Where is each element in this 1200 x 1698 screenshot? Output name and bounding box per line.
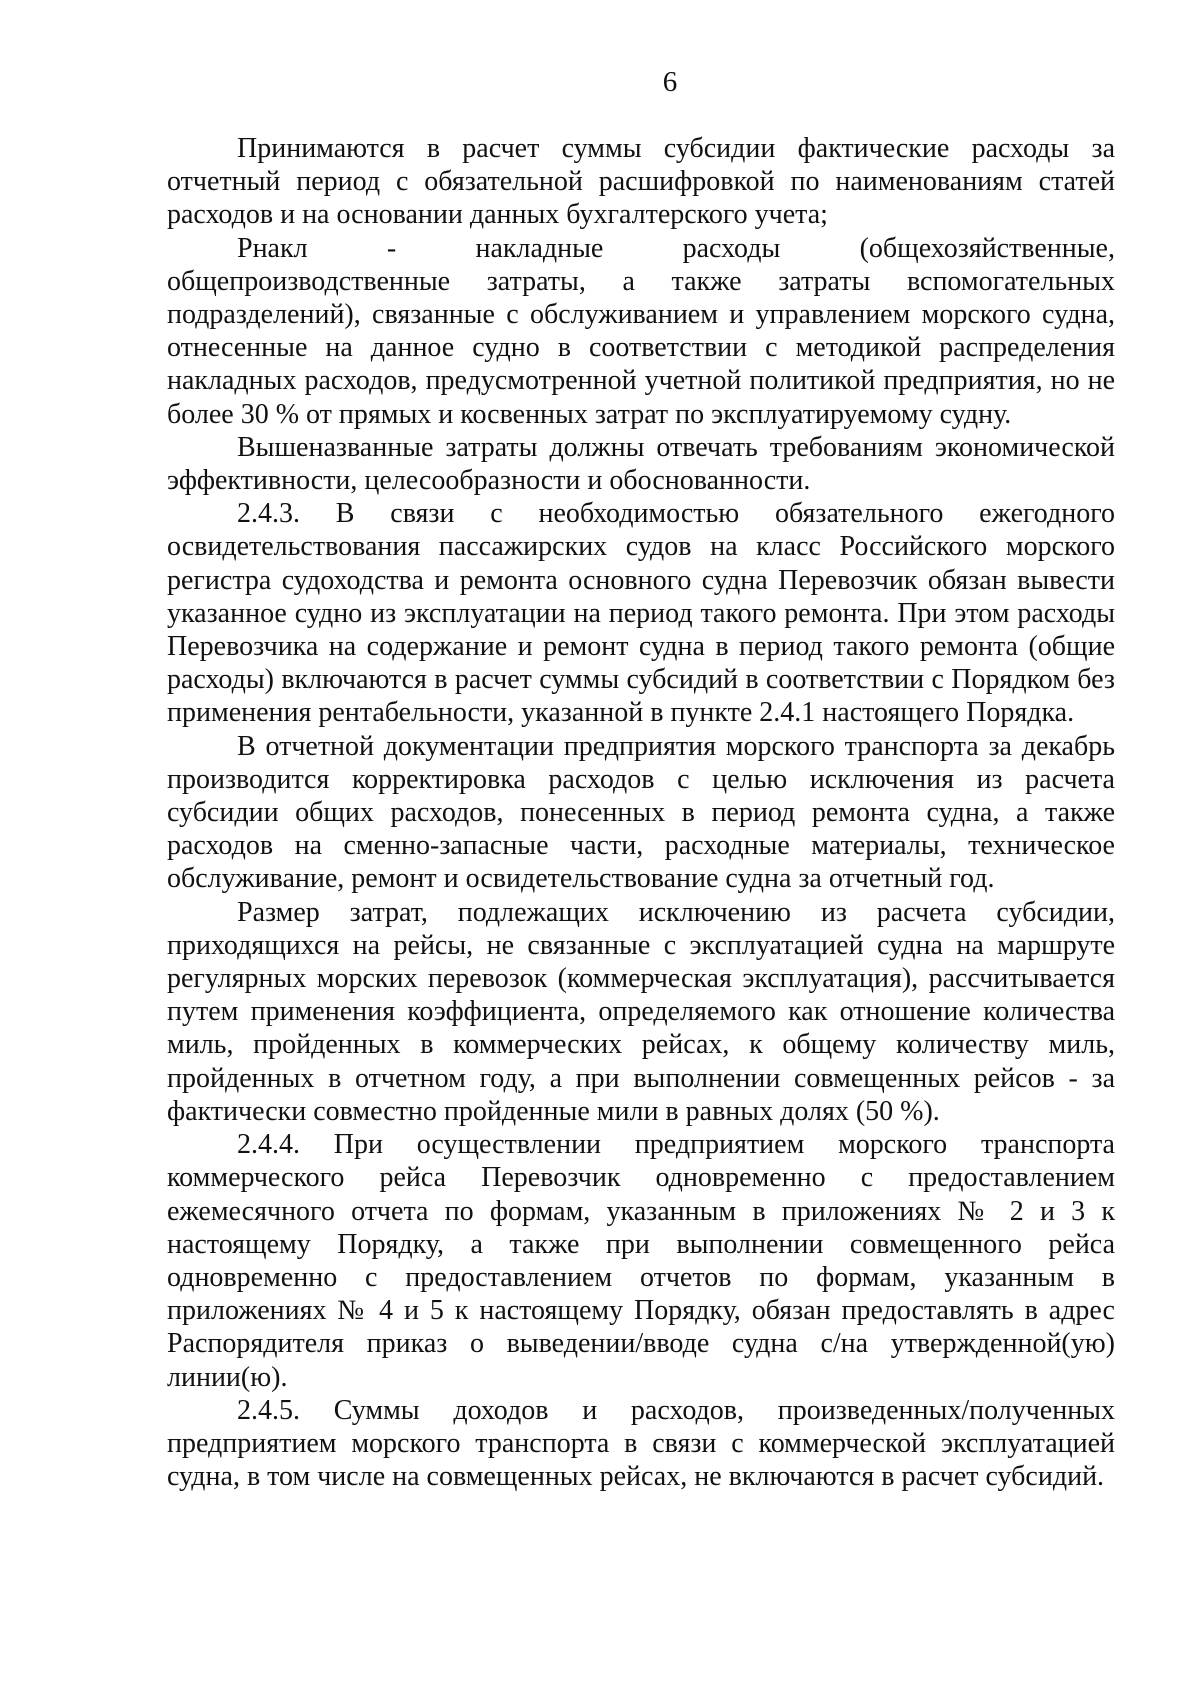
paragraph: 2.4.4. При осуществлении предприятием морского транспорта коммерческого рейса Перевозчик одновременно с предоставлением ежемесячного отчета по формам, указанным в приложениях № 2 и 3 к настоящему Порядку, а также при выполнении совмещенного рейса одновременно с предоставлением отчетов по формам, указанным в приложениях № 4 и 5 к настоящему Порядку, обязан предоставлять в адрес Распорядителя приказ о выведении/вводе судна с/на утвержденной(ую) линии(ю). [167, 1129, 1115, 1393]
page-number: 6 [662, 66, 678, 98]
paragraph: 2.4.5. Суммы доходов и расходов, произведенных/полученных предприятием морского транспорта в связи с коммерческой эксплуатацией судна, в том числе на совмещенных рейсах, не включаются в расчет субсидий. [167, 1394, 1115, 1493]
paragraph: Принимаются в расчет суммы субсидии фактические расходы за отчетный период с обязательной расшифровкой по наименованиям статей расходов и на основании данных бухгалтерского учета; [167, 133, 1115, 231]
paragraph: Размер затрат, подлежащих исключению из расчета субсидии, приходящихся на рейсы, не связанные с эксплуатацией судна на маршруте регулярных морских перевозок (коммерческая эксплуатация), рассчитывается путем применения коэффициента, определяемого как отношение количества миль, пройденных в коммерческих рейсах, к общему количеству миль, пройденных в отчетном году, а при выполнении совмещенных рейсов - за фактически совместно пройденные мили в равных долях (50 %). [167, 896, 1115, 1127]
paragraph: Рнакл - накладные расходы (общехозяйственные, общепроизводственные затраты, а также затраты вспомогательных подразделений), связанные с обслуживанием и управлением морского судна, отнесенные на данное судно в соответствии с методикой распределения накладных расходов, предусмотренной учетной политикой предприятия, но не более 30 % от прямых и косвенных затрат по эксплуатируемому судну. [167, 232, 1115, 430]
paragraph: Вышеназванные затраты должны отвечать требованиям экономической эффективности, целесообразности и обоснованности. [167, 431, 1115, 497]
paragraph: В отчетной документации предприятия морского транспорта за декабрь производится корректировка расходов с целью исключения из расчета субсидии общих расходов, понесенных в период ремонта судна, а также расходов на сменно-запасные части, расходные материалы, техническое обслуживание, ремонт и освидетельствование судна за отчетный год. [167, 730, 1115, 895]
document-body [167, 132, 1115, 1493]
paragraph: 2.4.3. В связи с необходимостью обязательного ежегодного освидетельствования пассажирских судов на класс Российского морского регистра судоходства и ремонта основного судна Перевозчик обязан вывести указанное судно из эксплуатации на период такого ремонта. При этом расходы Перевозчика на содержание и ремонт судна в период такого ремонта (общие расходы) включаются в расчет суммы субсидий в соответствии с Порядком без применения рентабельности, указанной в пункте 2.4.1 настоящего Порядка. [167, 498, 1115, 729]
